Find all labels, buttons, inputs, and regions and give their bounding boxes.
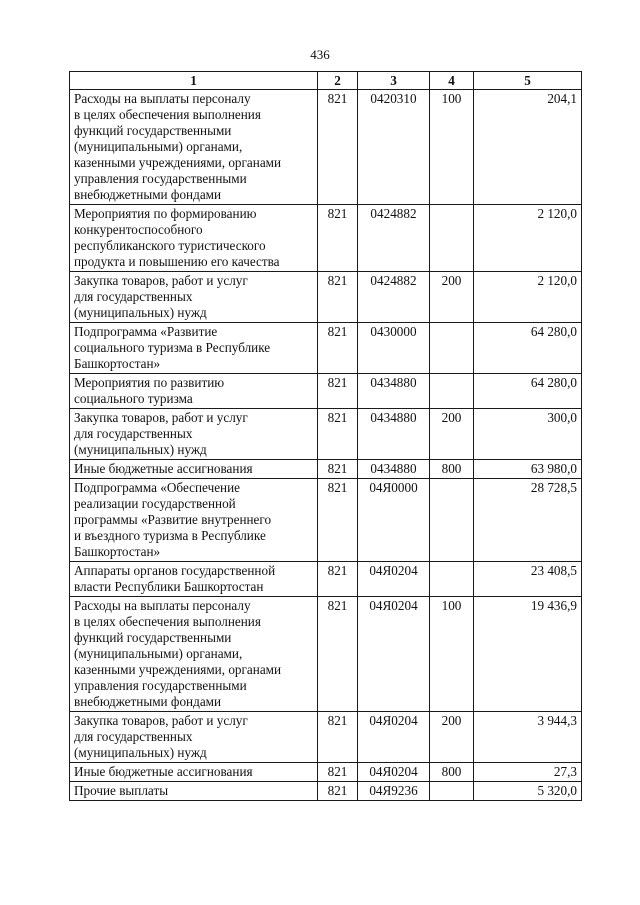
row-ministry-code: 821 — [318, 90, 358, 205]
header-col-2: 2 — [318, 72, 358, 90]
row-ministry-code: 821 — [318, 460, 358, 479]
row-expense-kind — [430, 374, 474, 409]
row-ministry-code: 821 — [318, 323, 358, 374]
row-name: Мероприятия по формированию конкурентоспособного республиканского туристического продукта и повышению его качества — [70, 205, 318, 272]
table-row — [70, 272, 582, 323]
row-name: Аппараты органов государственной власти Республики Башкортостан — [70, 562, 318, 597]
row-ministry-code: 821 — [318, 782, 358, 801]
row-expense-kind: 800 — [430, 763, 474, 782]
row-expense-kind: 800 — [430, 460, 474, 479]
row-article-code: 0424882 — [358, 205, 430, 272]
table-row — [70, 479, 582, 562]
row-expense-kind — [430, 205, 474, 272]
row-amount: 28 728,5 — [474, 479, 582, 562]
row-expense-kind: 100 — [430, 597, 474, 712]
row-article-code: 0434880 — [358, 374, 430, 409]
table-row — [70, 460, 582, 479]
table-body — [70, 90, 582, 801]
header-col-3: 3 — [358, 72, 430, 90]
table-row — [70, 597, 582, 712]
row-ministry-code: 821 — [318, 479, 358, 562]
row-article-code: 0430000 — [358, 323, 430, 374]
row-amount: 27,3 — [474, 763, 582, 782]
row-article-code: 04Я0204 — [358, 712, 430, 763]
row-article-code: 0420310 — [358, 90, 430, 205]
row-name: Мероприятия по развитию социального туризма — [70, 374, 318, 409]
row-amount: 64 280,0 — [474, 374, 582, 409]
row-name: Закупка товаров, работ и услуг для государственных (муниципальных) нужд — [70, 409, 318, 460]
row-expense-kind: 200 — [430, 712, 474, 763]
row-name: Прочие выплаты — [70, 782, 318, 801]
table-row — [70, 712, 582, 763]
table-row — [70, 782, 582, 801]
row-article-code: 0434880 — [358, 409, 430, 460]
table-row — [70, 90, 582, 205]
table-row — [70, 205, 582, 272]
row-ministry-code: 821 — [318, 763, 358, 782]
row-amount: 5 320,0 — [474, 782, 582, 801]
row-name: Расходы на выплаты персоналу в целях обеспечения выполнения функций государственными (муниципальными) органами, казенными учреждениями, органами управления государственными внебюджетными фондами — [70, 597, 318, 712]
row-amount: 2 120,0 — [474, 205, 582, 272]
row-amount: 19 436,9 — [474, 597, 582, 712]
row-amount: 300,0 — [474, 409, 582, 460]
table-row — [70, 763, 582, 782]
row-name: Подпрограмма «Обеспечение реализации государственной программы «Развитие внутреннего и въездного туризма в Республике Башкортостан» — [70, 479, 318, 562]
row-article-code: 04Я0204 — [358, 763, 430, 782]
header-col-4: 4 — [430, 72, 474, 90]
row-amount: 63 980,0 — [474, 460, 582, 479]
row-ministry-code: 821 — [318, 562, 358, 597]
table-row — [70, 409, 582, 460]
row-amount: 3 944,3 — [474, 712, 582, 763]
header-col-1: 1 — [70, 72, 318, 90]
page-number: 436 — [310, 47, 330, 62]
row-name: Расходы на выплаты персоналу в целях обеспечения выполнения функций государственными (муниципальными) органами, казенными учреждениями, органами управления государственными внебюджетными фондами — [70, 90, 318, 205]
row-article-code: 0424882 — [358, 272, 430, 323]
row-ministry-code: 821 — [318, 409, 358, 460]
header-col-5: 5 — [474, 72, 582, 90]
row-amount: 204,1 — [474, 90, 582, 205]
row-amount: 2 120,0 — [474, 272, 582, 323]
table-row — [70, 562, 582, 597]
row-article-code: 04Я0000 — [358, 479, 430, 562]
row-expense-kind: 100 — [430, 90, 474, 205]
row-ministry-code: 821 — [318, 597, 358, 712]
row-article-code: 04Я0204 — [358, 597, 430, 712]
row-expense-kind — [430, 479, 474, 562]
row-expense-kind: 200 — [430, 272, 474, 323]
row-ministry-code: 821 — [318, 712, 358, 763]
row-expense-kind — [430, 323, 474, 374]
row-expense-kind — [430, 562, 474, 597]
table-row — [70, 323, 582, 374]
row-ministry-code: 821 — [318, 272, 358, 323]
row-expense-kind: 200 — [430, 409, 474, 460]
row-article-code: 0434880 — [358, 460, 430, 479]
row-article-code: 04Я0204 — [358, 562, 430, 597]
row-amount: 23 408,5 — [474, 562, 582, 597]
budget-table — [69, 71, 582, 801]
table-row — [70, 374, 582, 409]
header-row — [70, 72, 582, 90]
row-ministry-code: 821 — [318, 205, 358, 272]
row-name: Иные бюджетные ассигнования — [70, 460, 318, 479]
row-name: Иные бюджетные ассигнования — [70, 763, 318, 782]
row-amount: 64 280,0 — [474, 323, 582, 374]
row-expense-kind — [430, 782, 474, 801]
row-article-code: 04Я9236 — [358, 782, 430, 801]
row-name: Подпрограмма «Развитие социального туризма в Республике Башкортостан» — [70, 323, 318, 374]
row-name: Закупка товаров, работ и услуг для государственных (муниципальных) нужд — [70, 712, 318, 763]
row-name: Закупка товаров, работ и услуг для государственных (муниципальных) нужд — [70, 272, 318, 323]
table-header — [70, 72, 582, 90]
row-ministry-code: 821 — [318, 374, 358, 409]
